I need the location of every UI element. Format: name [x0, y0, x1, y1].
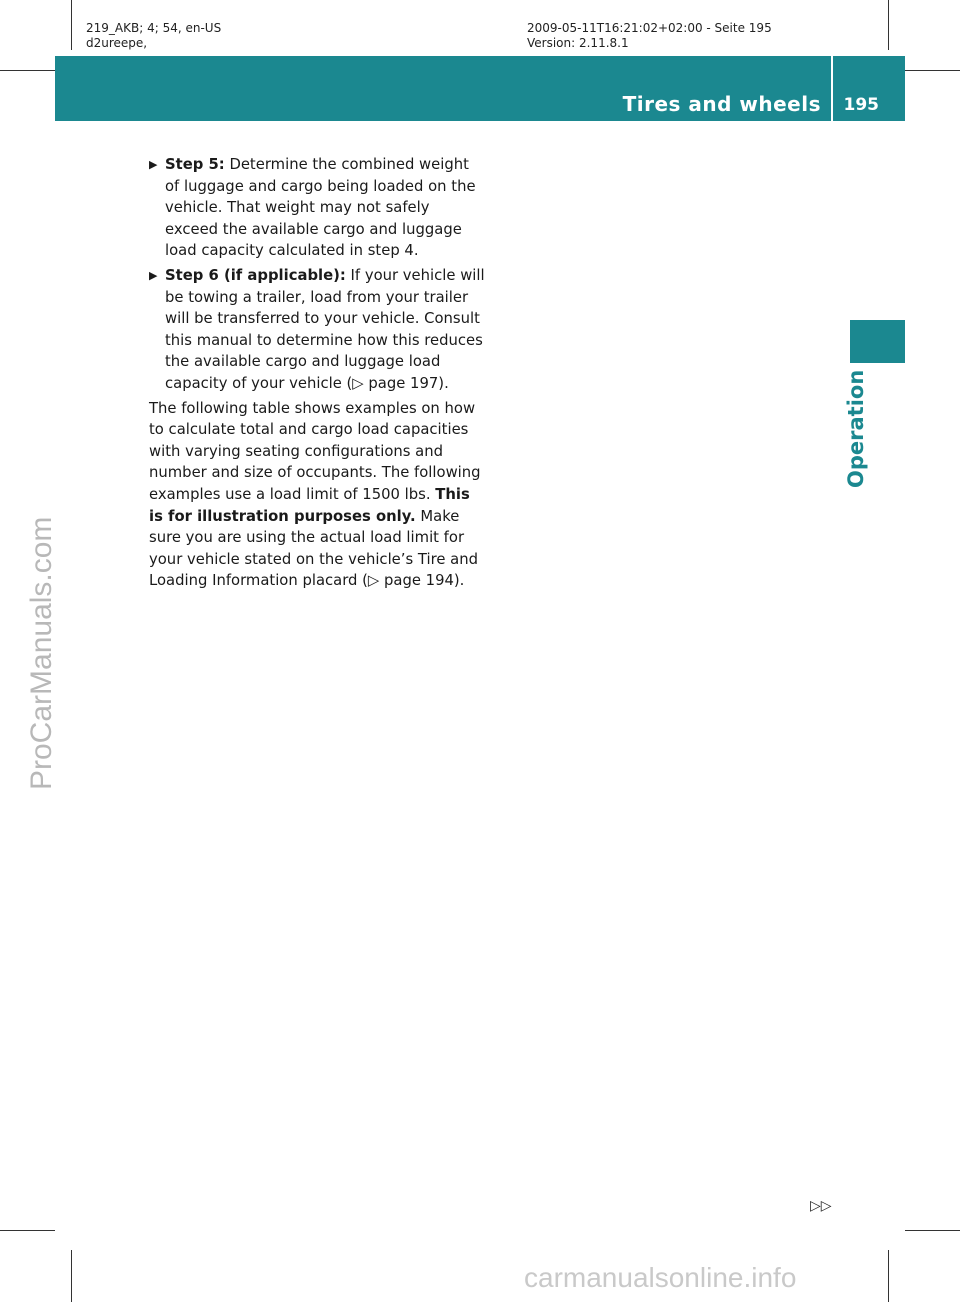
- watermark-text: ProCarManuals.com: [25, 516, 58, 790]
- crop-mark: [905, 70, 960, 71]
- crop-mark: [888, 1250, 889, 1302]
- header-divider: [831, 56, 833, 121]
- step-text: If your vehicle will be towing a trailer, load from your trailer will be transferred to your vehicle. Consult this manual to determine how this reduces the available cargo and luggage load capacity of your vehicle (: [165, 266, 485, 392]
- paragraph-text: Make sure you are using the actual load limit for your vehicle stated on the vehicle’s Tire and Loading Information placard (: [149, 507, 478, 590]
- instruction-step: [149, 154, 485, 262]
- step-text: Determine the combined weight of luggage and cargo being loaded on the vehicle. That weight may not safely exceed the available cargo and luggage load capacity calculated in step 4.: [165, 156, 476, 260]
- chapter-tab-label: Operation: [844, 369, 868, 488]
- continued-icon: ▷▷: [810, 1198, 832, 1214]
- paragraph-tail: ).: [453, 572, 465, 590]
- instruction-step: [149, 265, 485, 395]
- footer-watermark: carmanualsonline.info: [524, 1262, 797, 1293]
- page-reference-link[interactable]: ▷ page 197: [352, 374, 439, 392]
- print-meta-line: d2ureepe,: [86, 36, 148, 50]
- step-arrow-icon: ▶: [149, 158, 158, 171]
- page-number: 195: [843, 95, 879, 115]
- crop-mark: [71, 1250, 72, 1302]
- step-label: Step 6 (if applicable):: [165, 266, 346, 284]
- step-label: Step 5:: [165, 156, 225, 173]
- step-arrow-icon: ▶: [149, 268, 158, 282]
- crop-mark: [888, 0, 889, 50]
- crop-mark: [71, 0, 72, 50]
- print-meta-line: 2009-05-11T16:21:02+02:00 - Seite 195: [527, 21, 772, 35]
- section-title: Tires and wheels: [622, 92, 821, 116]
- section-header-bar: [55, 56, 905, 121]
- print-meta-line: Version: 2.11.8.1: [527, 36, 629, 50]
- print-meta-right: [527, 21, 772, 51]
- crop-mark: [0, 70, 55, 71]
- step-text-tail: ).: [438, 374, 449, 392]
- paragraph-emphasis: This is for illustration purposes only.: [149, 485, 470, 525]
- crop-mark: [0, 1230, 55, 1231]
- paragraph-text: The following table shows examples on how to calculate total and cargo load capacities with varying seating configurations and number and size of occupants. The following examples use a load limit of 1500 lbs.: [149, 399, 481, 503]
- page-reference-link[interactable]: ▷ page 194: [367, 572, 454, 590]
- crop-mark: [905, 1230, 960, 1231]
- print-meta-line: 219_AKB; 4; 54, en-US: [86, 21, 222, 35]
- print-meta-left: [86, 21, 221, 51]
- body-paragraph: [149, 398, 485, 592]
- page-content: [149, 154, 485, 592]
